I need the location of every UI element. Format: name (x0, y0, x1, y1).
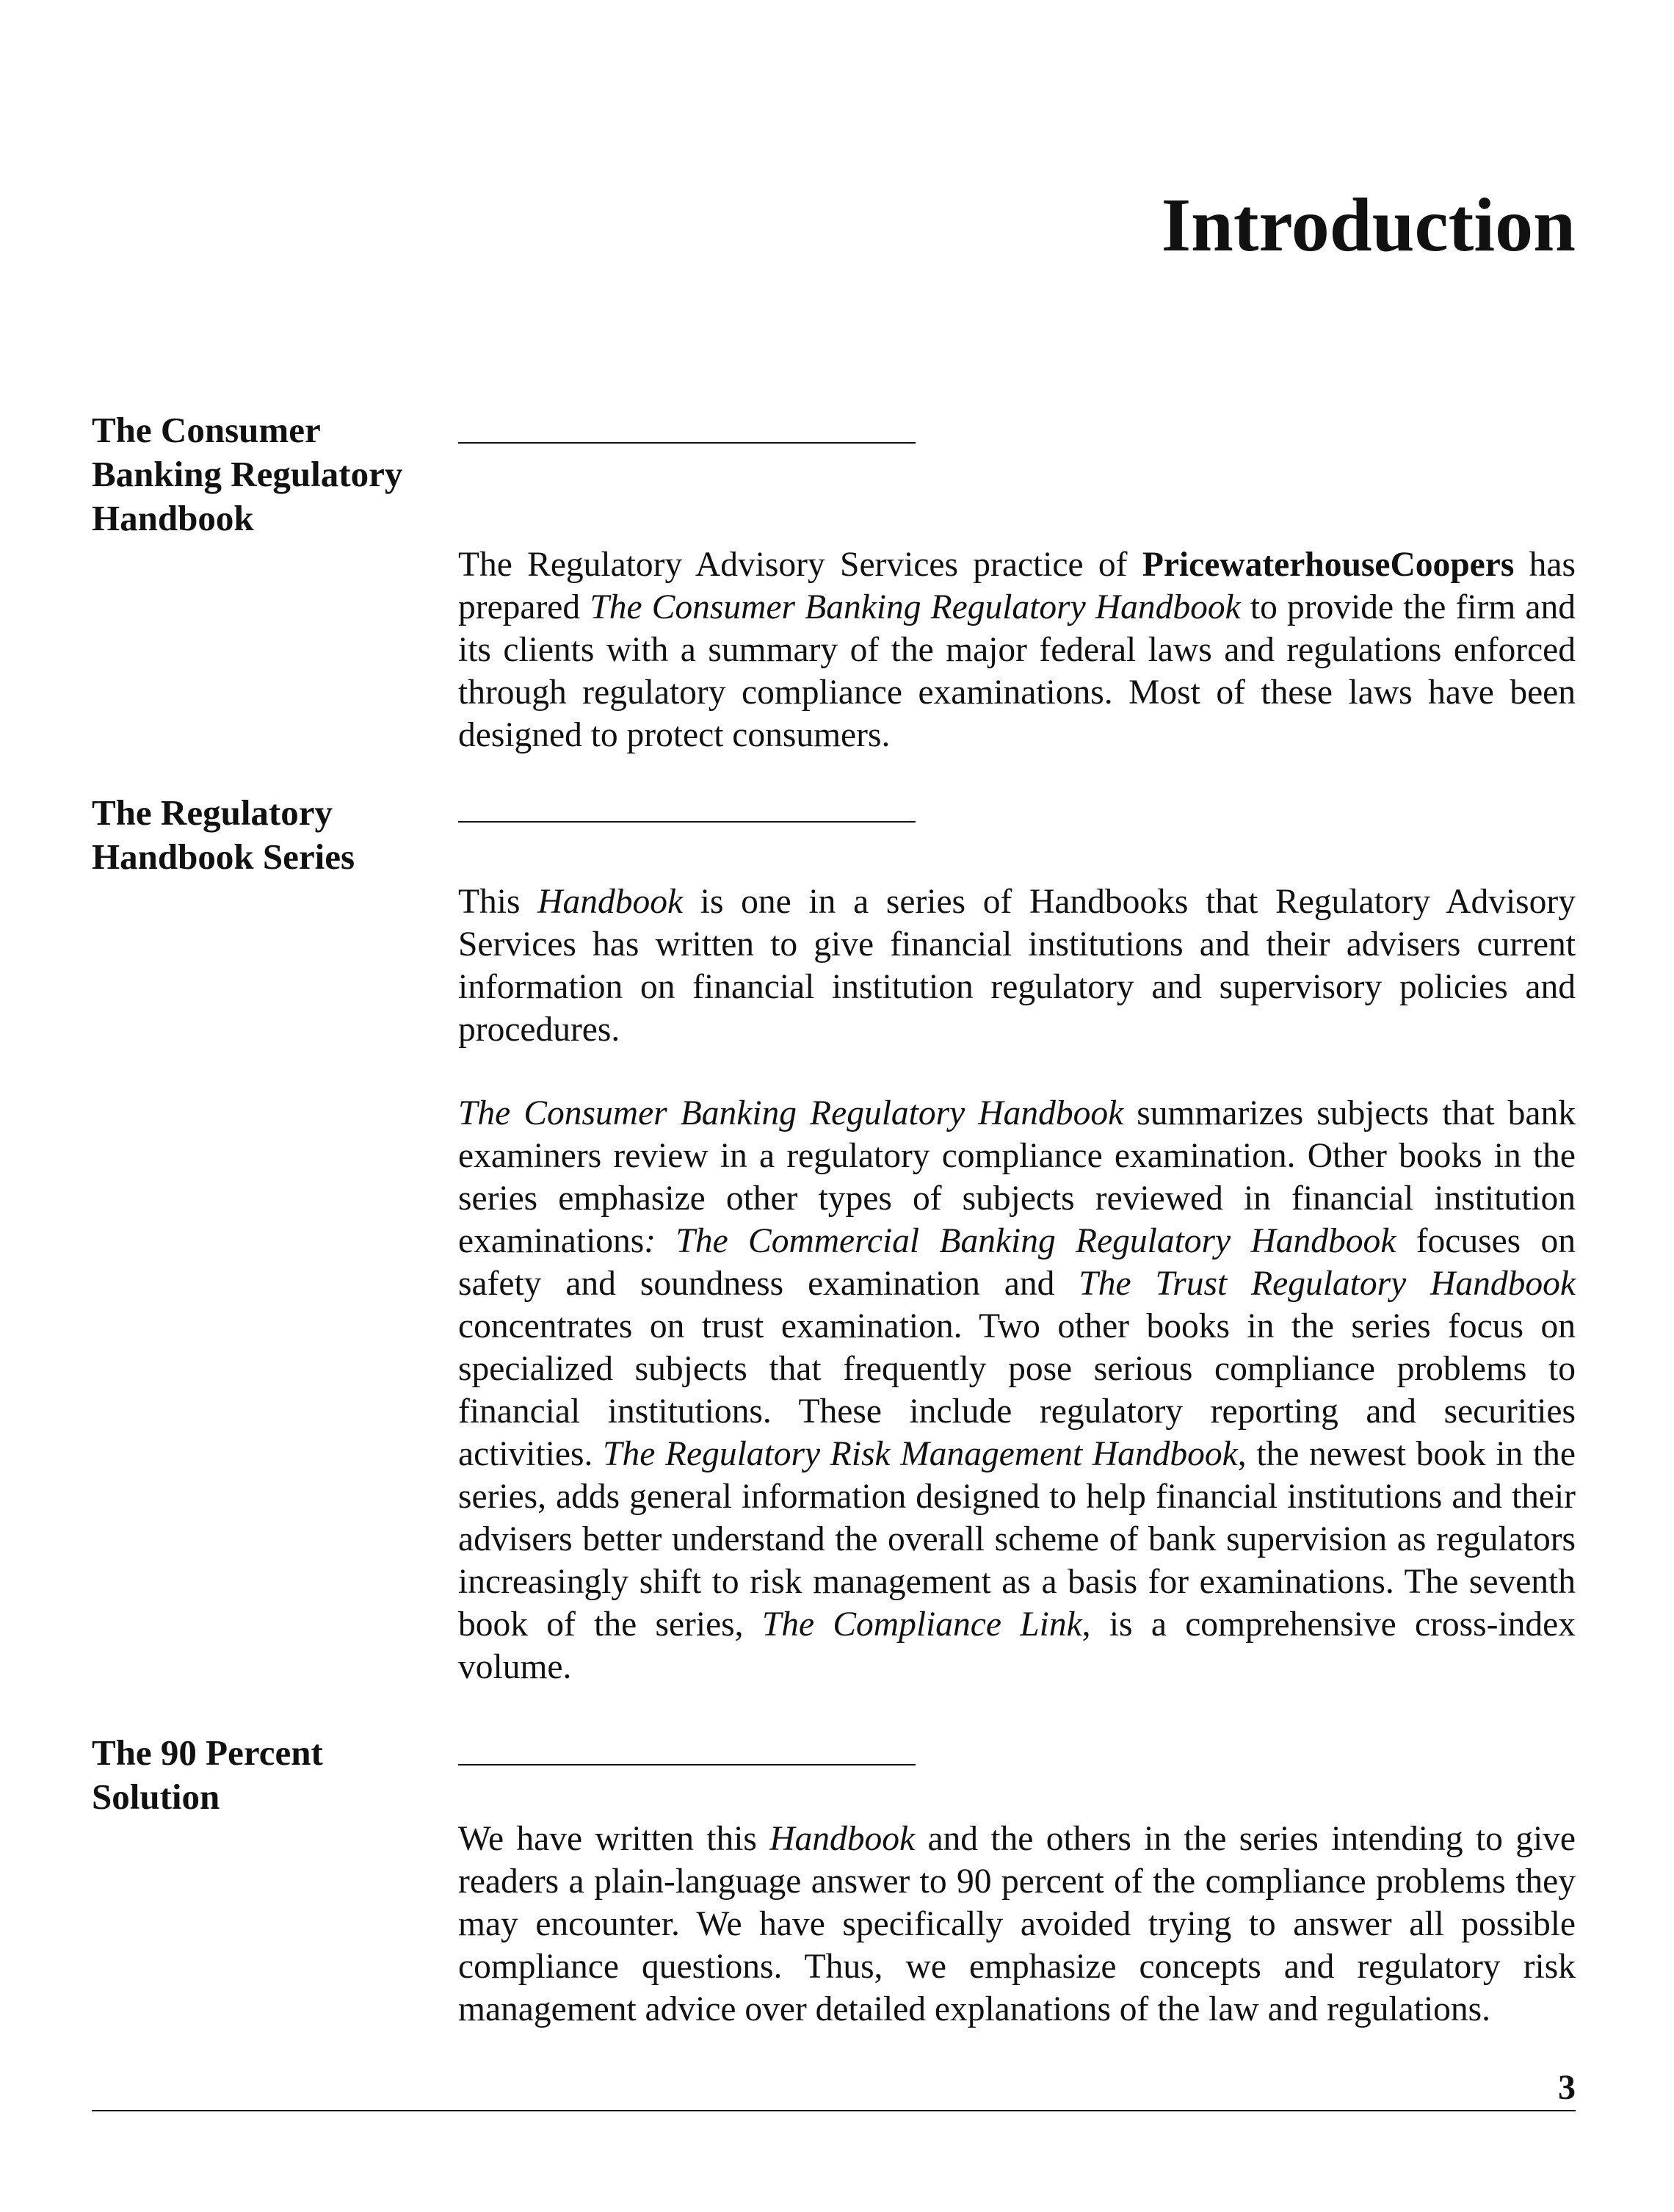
text-segment: , is a comprehensive cross-index volume. (458, 1605, 1576, 1686)
text-segment: to provide the firm and its clients with a summary of the major federal laws and regulations enforced through regulatory compliance examinations. Most of these laws have been designed to protect consumers. (458, 588, 1576, 754)
text-segment: concentrates on trust examination. Two other books in the series focus on specialized subjects that frequently pose serious compliance problems to financial institutions. These include regulatory reporting and securities activities. (458, 1307, 1576, 1473)
paragraph (458, 1818, 1576, 2031)
page-number: 3 (1558, 2068, 1576, 2107)
italic-text: : The Commercial Banking Regulatory Handbook (644, 1222, 1396, 1260)
italic-text: The Consumer Banking Regulatory Handbook (458, 1094, 1124, 1132)
text-segment: summarizes subjects that bank examiners review in a regulatory compliance examination. Other books in the series emphasize other types of subjects reviewed in financial institution examinations (458, 1094, 1576, 1260)
text-segment: , the newest book in the series, adds general information designed to help financial institutions and their advisers better understand the overall scheme of bank supervision as regulators increasingly shift to risk management as a basis for examinations. The seventh book of the series, (458, 1435, 1576, 1644)
footer-rule (92, 2110, 1576, 2111)
paragraph (458, 543, 1576, 756)
text-segment: has prepared (458, 546, 1576, 626)
bold-text: PricewaterhouseCoopers (1142, 546, 1515, 584)
page-title: Introduction (1161, 183, 1576, 267)
italic-text: Handbook (769, 1820, 916, 1858)
section-rule (458, 1764, 916, 1765)
text-segment: focuses on safety and soundness examination and (458, 1222, 1576, 1303)
section-rule (458, 821, 916, 823)
paragraph (458, 881, 1576, 1051)
paragraph (458, 1092, 1576, 1688)
italic-text: The Regulatory Risk Management Handbook (603, 1435, 1238, 1473)
italic-text: The Consumer Banking Regulatory Handbook (590, 588, 1241, 626)
text-segment: The Regulatory Advisory Services practice of (458, 546, 1142, 584)
italic-text: Handbook (537, 883, 684, 921)
section-heading-consumer-banking-handbook: The Consumer Banking Regulatory Handbook (92, 410, 403, 538)
text-segment: This (458, 883, 538, 921)
italic-text: The Compliance Link (761, 1605, 1082, 1644)
text-segment: is one in a series of Handbooks that Regulatory Advisory Services has written to give financial institutions and their advisers current information on financial institution regulatory and supervisory policies and procedures. (458, 883, 1576, 1049)
italic-text: The Trust Regulatory Handbook (1079, 1265, 1576, 1303)
text-segment: We have written this (458, 1820, 770, 1858)
text-segment: and the others in the series intending to give readers a plain-language answer to 90 percent of the compliance problems they may encounter. We have specifically avoided trying to answer all possible compliance questions. Thus, we emphasize concepts and regulatory risk management advice over detailed explanations of the law and regulations. (458, 1820, 1576, 2028)
section-rule (458, 442, 916, 444)
section-heading-handbook-series: The Regulatory Handbook Series (92, 792, 355, 877)
section-heading-90-percent-solution: The 90 Percent Solution (92, 1732, 323, 1817)
